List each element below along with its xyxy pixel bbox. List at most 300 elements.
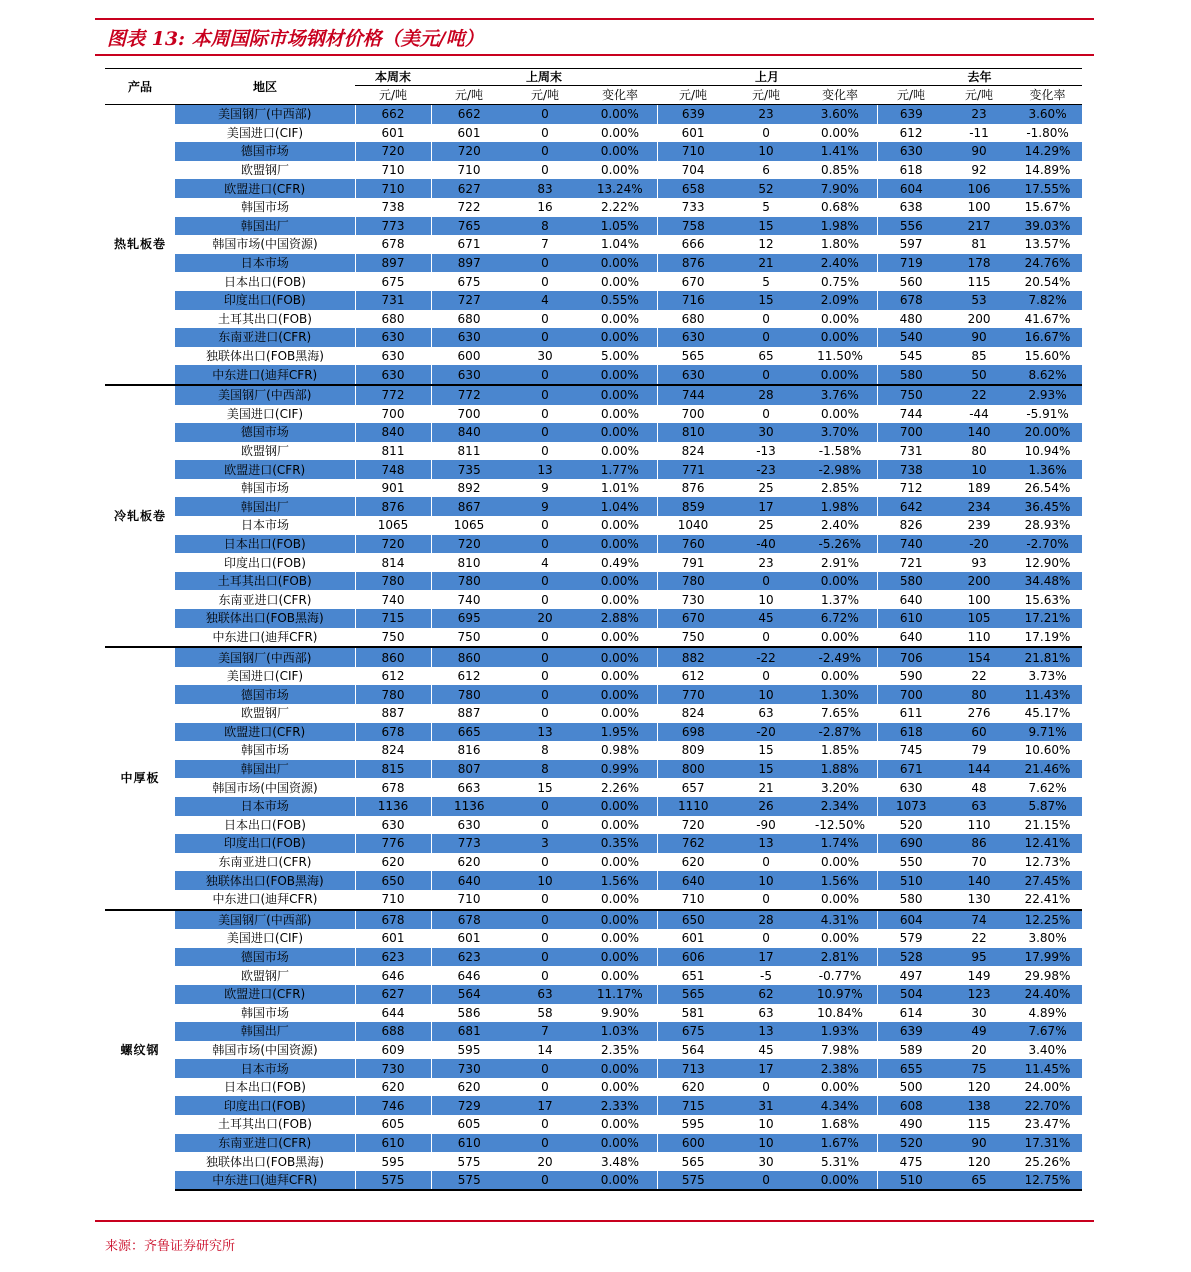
value-cell: 0 [507, 647, 583, 667]
table-row [105, 890, 1082, 910]
value-cell: 1.88% [803, 760, 877, 779]
value-cell: 86 [945, 834, 1013, 853]
value-cell: 20 [537, 1154, 553, 1169]
value-cell: 0 [507, 572, 583, 591]
value-cell: 0.00% [600, 518, 640, 533]
value-cell: 740 [381, 592, 405, 607]
value-cell: 3.60% [1013, 105, 1082, 124]
table-row [105, 535, 1082, 554]
value-cell: 0.00% [600, 629, 640, 644]
value-cell: 0.00% [600, 274, 640, 289]
value-cell: 0 [507, 1059, 583, 1078]
value-cell: 520 [877, 1134, 945, 1153]
value-cell: 70 [971, 855, 987, 870]
value-cell: 28.93% [1024, 518, 1071, 533]
value-cell: 0 [507, 1134, 583, 1153]
value-cell: 575 [355, 1171, 431, 1191]
value-cell: 0.00% [803, 572, 877, 591]
value-cell: 1.67% [803, 1134, 877, 1153]
value-cell: 580 [877, 365, 945, 385]
value-cell: 0 [729, 365, 803, 385]
value-cell: 2.88% [583, 609, 657, 628]
value-cell: 2.40% [820, 518, 860, 533]
value-cell: 0.00% [583, 1171, 657, 1191]
value-cell: 731 [355, 291, 431, 310]
value-cell: 0.00% [820, 629, 860, 644]
value-cell: 601 [381, 125, 405, 140]
table-row [105, 609, 1082, 628]
value-cell: 0 [762, 629, 770, 644]
table-row [105, 217, 1082, 236]
value-cell: 840 [431, 423, 507, 442]
value-cell: 678 [355, 723, 431, 742]
value-cell: 21 [729, 254, 803, 273]
value-cell: 882 [657, 647, 729, 667]
region-cell: 中东进口(迪拜CFR) [212, 629, 318, 644]
value-cell: 17.21% [1013, 609, 1082, 628]
value-cell: 0.00% [803, 1171, 877, 1191]
value-cell: 23.47% [1024, 1117, 1071, 1132]
value-cell: 680 [457, 311, 481, 326]
value-cell: 0 [762, 125, 770, 140]
value-cell: 642 [877, 497, 945, 516]
value-cell: 3.76% [803, 385, 877, 405]
value-cell: 115 [967, 274, 991, 289]
value-cell: 700 [877, 423, 945, 442]
value-cell: 8.62% [1013, 365, 1082, 385]
value-cell: 0 [507, 423, 583, 442]
value-cell: 1.04% [583, 497, 657, 516]
value-cell: 2.91% [820, 555, 860, 570]
value-cell: 65 [945, 1171, 1013, 1191]
value-cell: 614 [899, 1005, 923, 1020]
figure-title: 图表 13: 本周国际市场钢材价格（美元/吨） [107, 28, 484, 50]
region-cell: 欧盟进口(CFR) [175, 460, 355, 479]
value-cell: 748 [355, 460, 431, 479]
table-row [105, 347, 1082, 366]
table-row [105, 1134, 1082, 1153]
value-cell: 23 [945, 105, 1013, 124]
value-cell: 710 [381, 163, 405, 178]
value-cell: 3.73% [1028, 669, 1067, 684]
table-row [105, 628, 1082, 648]
table-row [105, 291, 1082, 310]
value-cell: 580 [877, 572, 945, 591]
region-cell: 德国市场 [175, 948, 355, 967]
table-row [105, 590, 1082, 609]
value-cell: 892 [457, 481, 481, 496]
value-cell: 773 [355, 217, 431, 236]
value-cell: 15 [729, 760, 803, 779]
value-cell: 2.33% [583, 1096, 657, 1115]
value-cell: 28 [729, 910, 803, 930]
value-cell: 58 [537, 1005, 553, 1020]
value-cell: 0 [541, 443, 549, 458]
region-cell: 美国进口(CIF) [226, 406, 304, 421]
value-cell: 762 [657, 834, 729, 853]
header-region: 地区 [175, 69, 355, 105]
value-cell: 23 [758, 555, 774, 570]
value-cell: 0 [541, 817, 549, 832]
value-cell: 589 [899, 1042, 923, 1057]
value-cell: 630 [457, 817, 481, 832]
value-cell: 92 [971, 163, 987, 178]
value-cell: 10.97% [803, 985, 877, 1004]
value-cell: 675 [381, 274, 405, 289]
value-cell: 149 [967, 968, 991, 983]
table-row [105, 1078, 1082, 1097]
value-cell: 0.00% [600, 706, 640, 721]
value-cell: 4.34% [803, 1096, 877, 1115]
value-cell: 612 [381, 669, 405, 684]
value-cell: 2.85% [820, 481, 860, 496]
value-cell: 2.35% [600, 1042, 640, 1057]
header-this-week: 本周末 [355, 69, 431, 86]
value-cell: 816 [457, 743, 481, 758]
value-cell: 21 [758, 780, 774, 795]
value-cell: 0 [541, 1117, 549, 1132]
region-cell: 印度出口(FOB) [175, 834, 355, 853]
value-cell: 1.56% [803, 871, 877, 890]
value-cell: 25 [758, 481, 774, 496]
top-rule [95, 18, 1094, 20]
region-cell: 美国钢厂(中西部) [175, 105, 355, 124]
header-sub-5: 元/吨 [729, 86, 803, 105]
value-cell: 0 [507, 254, 583, 273]
value-cell: 810 [657, 423, 729, 442]
value-cell: 14.29% [1013, 142, 1082, 161]
region-cell: 欧盟进口(CFR) [175, 985, 355, 1004]
value-cell: 729 [431, 1096, 507, 1115]
value-cell: 671 [877, 760, 945, 779]
value-cell: 0.00% [600, 1080, 640, 1095]
value-cell: 1.01% [600, 481, 640, 496]
value-cell: 0.00% [600, 931, 640, 946]
value-cell: 14 [537, 1042, 553, 1057]
table-row [105, 871, 1082, 890]
value-cell: 12.90% [1024, 555, 1071, 570]
value-cell: 678 [381, 237, 405, 252]
value-cell: 0.00% [583, 142, 657, 161]
value-cell: 0.85% [820, 163, 860, 178]
value-cell: 3.40% [1028, 1042, 1067, 1057]
value-cell: 745 [899, 743, 923, 758]
value-cell: 601 [457, 125, 481, 140]
value-cell: 651 [681, 968, 705, 983]
region-cell: 美国钢厂(中西部) [175, 385, 355, 405]
table-row [105, 1171, 1082, 1191]
value-cell: 13.57% [1024, 237, 1071, 252]
value-cell: 0.00% [583, 328, 657, 347]
value-cell: 601 [681, 125, 705, 140]
value-cell: 780 [355, 572, 431, 591]
value-cell: 1.98% [803, 217, 877, 236]
value-cell: 16.67% [1013, 328, 1082, 347]
header-sub-8: 元/吨 [945, 86, 1013, 105]
bottom-rule [95, 1220, 1094, 1222]
value-cell: 7.67% [1013, 1022, 1082, 1041]
value-cell: 65 [758, 349, 774, 364]
value-cell: 780 [657, 572, 729, 591]
region-cell: 韩国市场(中国资源) [212, 780, 318, 795]
value-cell: 765 [431, 217, 507, 236]
value-cell: 1.68% [820, 1117, 860, 1132]
value-cell: 110 [967, 629, 991, 644]
value-cell: 630 [355, 365, 431, 385]
region-cell: 独联体出口(FOB黑海) [206, 1154, 324, 1169]
value-cell: 14.89% [1024, 163, 1071, 178]
value-cell: 0.00% [600, 1117, 640, 1132]
table-row [105, 235, 1082, 254]
table-row [105, 1022, 1082, 1041]
value-cell: -23 [729, 460, 803, 479]
value-cell: 0.00% [820, 406, 860, 421]
value-cell: 200 [945, 572, 1013, 591]
value-cell: 63 [758, 1005, 774, 1020]
value-cell: 695 [431, 609, 507, 628]
value-cell: 10 [729, 871, 803, 890]
region-cell: 韩国市场(中国资源) [212, 1042, 318, 1057]
value-cell: 0.00% [803, 328, 877, 347]
value-cell: 45 [758, 1042, 774, 1057]
value-cell: 675 [457, 274, 481, 289]
value-cell: 720 [355, 535, 431, 554]
value-cell: 504 [877, 985, 945, 1004]
value-cell: 601 [457, 931, 481, 946]
value-cell: 630 [431, 365, 507, 385]
table-row [105, 966, 1082, 985]
value-cell: 595 [457, 1042, 481, 1057]
value-cell: 85 [971, 349, 987, 364]
value-cell: 63 [507, 985, 583, 1004]
value-cell: 0 [507, 385, 583, 405]
value-cell: 1.74% [803, 834, 877, 853]
value-cell: 610 [431, 1134, 507, 1153]
table-row [105, 479, 1082, 498]
value-cell: 0.00% [583, 948, 657, 967]
value-cell: 93 [971, 555, 987, 570]
product-category: 螺纹钢 [105, 910, 175, 1191]
value-cell: 0.00% [820, 855, 860, 870]
table-row [105, 985, 1082, 1004]
region-cell: 独联体出口(FOB黑海) [175, 609, 355, 628]
region-cell: 日本市场 [175, 254, 355, 273]
value-cell: 1073 [877, 797, 945, 816]
value-cell: 876 [355, 497, 431, 516]
value-cell: 690 [877, 834, 945, 853]
value-cell: 4.31% [803, 910, 877, 930]
value-cell: 0.00% [583, 254, 657, 273]
value-cell: 710 [381, 892, 405, 907]
table-row [105, 497, 1082, 516]
value-cell: 138 [945, 1096, 1013, 1115]
value-cell: 814 [381, 555, 405, 570]
table-row [105, 778, 1082, 797]
value-cell: 644 [381, 1005, 405, 1020]
value-cell: 706 [877, 647, 945, 667]
value-cell: 716 [657, 291, 729, 310]
value-cell: 11.45% [1013, 1059, 1082, 1078]
value-cell: 9 [507, 497, 583, 516]
region-cell: 东南亚进口(CFR) [175, 328, 355, 347]
value-cell: 630 [657, 365, 729, 385]
value-cell: 612 [899, 125, 923, 140]
table-row [105, 741, 1082, 760]
value-cell: 2.38% [803, 1059, 877, 1078]
region-cell: 土耳其出口(FOB) [218, 1117, 312, 1132]
value-cell: 611 [899, 706, 923, 721]
table-row [105, 572, 1082, 591]
region-cell: 欧盟钢厂 [240, 706, 289, 721]
value-cell: 780 [431, 572, 507, 591]
value-cell: 0 [507, 685, 583, 704]
value-cell: 12 [758, 237, 774, 252]
value-cell: 28 [729, 385, 803, 405]
value-cell: 30 [729, 423, 803, 442]
value-cell: 727 [431, 291, 507, 310]
value-cell: 722 [457, 200, 481, 215]
value-cell: 620 [381, 1080, 405, 1095]
value-cell: 63 [945, 797, 1013, 816]
table-row [105, 460, 1082, 479]
value-cell: 770 [657, 685, 729, 704]
value-cell: 780 [431, 685, 507, 704]
value-cell: 710 [457, 892, 481, 907]
region-cell: 欧盟进口(CFR) [175, 179, 355, 198]
value-cell: 2.26% [600, 780, 640, 795]
table-row [105, 723, 1082, 742]
table-row [105, 310, 1082, 329]
value-cell: 720 [355, 142, 431, 161]
value-cell: 30 [971, 1005, 987, 1020]
value-cell: 22.41% [1024, 892, 1071, 907]
header-last-month: 上月 [657, 69, 877, 86]
table-row [105, 853, 1082, 872]
value-cell: 178 [945, 254, 1013, 273]
value-cell: 3.80% [1028, 931, 1067, 946]
header-sub-1: 元/吨 [431, 86, 507, 105]
value-cell: 0.00% [600, 817, 640, 832]
value-cell: 1.98% [803, 497, 877, 516]
value-cell: 75 [945, 1059, 1013, 1078]
value-cell: 0 [507, 105, 583, 124]
value-cell: 0 [541, 892, 549, 907]
value-cell: 620 [681, 1080, 705, 1095]
region-cell: 美国进口(CIF) [226, 125, 304, 140]
value-cell: 630 [657, 328, 729, 347]
region-cell: 东南亚进口(CFR) [218, 592, 312, 607]
value-cell: 620 [457, 1080, 481, 1095]
header-sub-3: 变化率 [583, 86, 657, 105]
value-cell: 4.89% [1028, 1005, 1067, 1020]
value-cell: 712 [899, 481, 923, 496]
value-cell: 1.03% [583, 1022, 657, 1041]
value-cell: 721 [899, 555, 923, 570]
value-cell: 3.60% [803, 105, 877, 124]
value-cell: 809 [681, 743, 705, 758]
value-cell: 609 [381, 1042, 405, 1057]
value-cell: 678 [381, 780, 405, 795]
value-cell: 15 [729, 291, 803, 310]
header-sub-7: 元/吨 [877, 86, 945, 105]
region-cell: 德国市场 [175, 423, 355, 442]
value-cell: 675 [657, 1022, 729, 1041]
value-cell: 0 [541, 968, 549, 983]
value-cell: 80 [945, 685, 1013, 704]
value-cell: 0 [507, 948, 583, 967]
value-cell: 140 [945, 423, 1013, 442]
table-row [105, 760, 1082, 779]
value-cell: 8 [541, 743, 549, 758]
value-cell: 31 [729, 1096, 803, 1115]
value-cell: 665 [431, 723, 507, 742]
value-cell: 0.00% [600, 855, 640, 870]
value-cell: 670 [681, 274, 705, 289]
value-cell: 0 [541, 163, 549, 178]
region-cell: 日本出口(FOB) [175, 535, 355, 554]
table-row [105, 516, 1082, 535]
table-row [105, 685, 1082, 704]
value-cell: 815 [355, 760, 431, 779]
value-cell: 780 [355, 685, 431, 704]
value-cell: 887 [381, 706, 405, 721]
value-cell: 13.24% [583, 179, 657, 198]
header-product: 产品 [105, 69, 175, 105]
value-cell: 189 [967, 481, 991, 496]
value-cell: 604 [877, 179, 945, 198]
table-row [105, 179, 1082, 198]
value-cell: 680 [381, 311, 405, 326]
value-cell: 17 [507, 1096, 583, 1115]
value-cell: 638 [899, 200, 923, 215]
region-cell: 韩国出厂 [175, 497, 355, 516]
value-cell: 840 [355, 423, 431, 442]
region-cell: 土耳其出口(FOB) [175, 572, 355, 591]
value-cell: -5.26% [803, 535, 877, 554]
value-cell: 22 [945, 385, 1013, 405]
value-cell: 623 [431, 948, 507, 967]
value-cell: 79 [971, 743, 987, 758]
title-underline [95, 54, 1094, 56]
value-cell: 678 [431, 910, 507, 930]
value-cell: 565 [657, 985, 729, 1004]
value-cell: 750 [681, 629, 705, 644]
value-cell: 120 [967, 1080, 991, 1095]
value-cell: 0.00% [600, 443, 640, 458]
value-cell: -20 [729, 723, 803, 742]
table-row [105, 704, 1082, 723]
value-cell: 10 [758, 592, 774, 607]
value-cell: 715 [355, 609, 431, 628]
value-cell: 0.00% [583, 535, 657, 554]
value-cell: 4 [541, 555, 549, 570]
value-cell: 662 [431, 105, 507, 124]
value-cell: 627 [355, 985, 431, 1004]
value-cell: 0 [541, 629, 549, 644]
value-cell: 1040 [677, 518, 709, 533]
value-cell: -5.91% [1026, 406, 1069, 421]
header-sub-0: 元/吨 [355, 86, 431, 105]
header-last-year: 去年 [877, 69, 1082, 86]
value-cell: 0.00% [820, 931, 860, 946]
table-row [105, 553, 1082, 572]
value-cell: 1.37% [820, 592, 860, 607]
value-cell: 26.54% [1024, 481, 1071, 496]
value-cell: 550 [899, 855, 923, 870]
value-cell: 720 [681, 817, 705, 832]
table-row [105, 254, 1082, 273]
table-row [105, 1152, 1082, 1171]
